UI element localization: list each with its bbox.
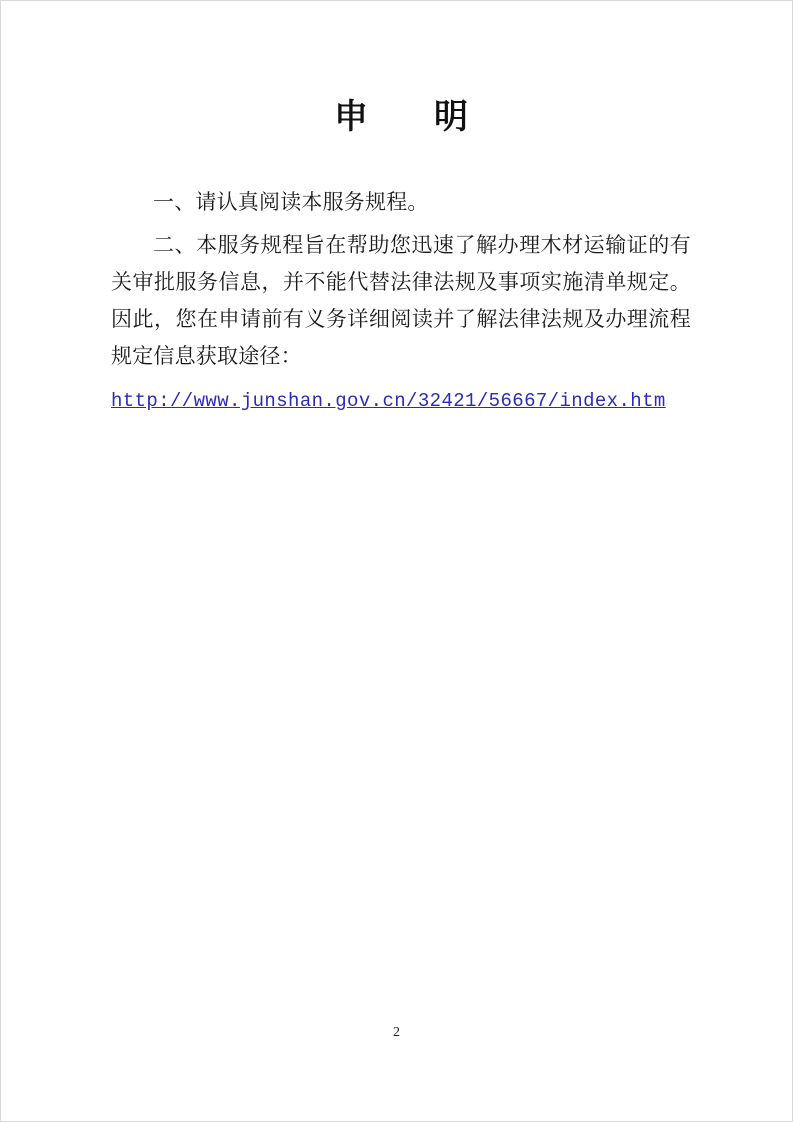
body-text	[111, 184, 691, 420]
url-line	[111, 381, 691, 420]
paragraph-one: 一、请认真阅读本服务规程。	[153, 190, 429, 214]
page-title: 申 明	[334, 99, 484, 136]
page-content	[111, 1, 691, 1121]
page-number: 2	[393, 1025, 400, 1040]
paragraph-two: 二、本服务规程旨在帮助您迅速了解办理木材运输证的有关审批服务信息，并不能代替法律法规及事项实施清单规定。因此，您在申请前有义务详细阅读并了解法律法规及办理流程规定信息获取途径：	[111, 233, 691, 368]
service-regulation-link[interactable]: http://www.junshan.gov.cn/32421/56667/index.htm	[111, 390, 666, 412]
